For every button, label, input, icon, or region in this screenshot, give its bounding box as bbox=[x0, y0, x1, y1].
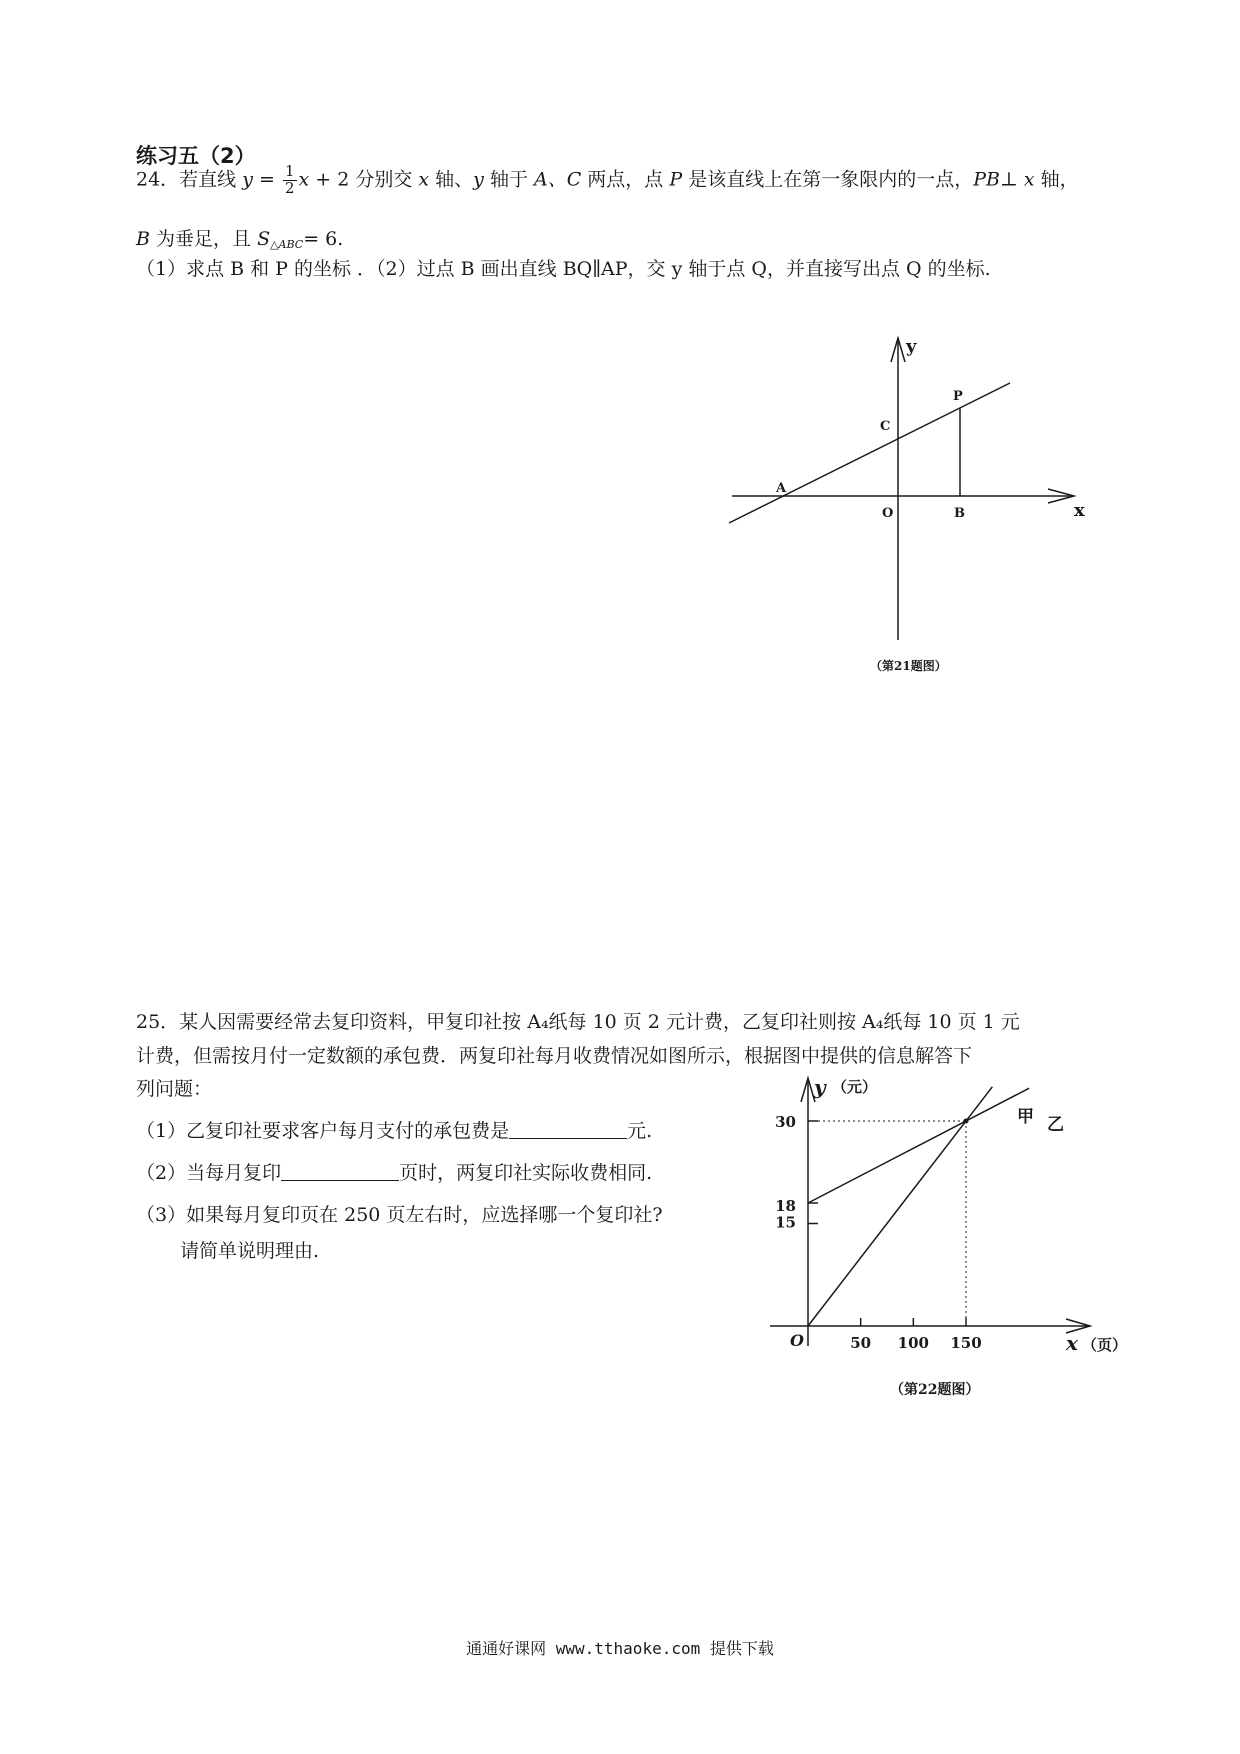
label-x: x bbox=[1074, 500, 1085, 521]
segment-pb: PB bbox=[973, 168, 1000, 191]
q24-line3: （1）求点 B 和 P 的坐标 ．（2）过点 B 画出直线 BQ∥AP，交 y 轴于点 Q，并直接写出点 Q 的坐标. bbox=[136, 258, 991, 280]
q24-text: 24．若直线 bbox=[136, 168, 243, 191]
point-b: B bbox=[136, 228, 150, 250]
y-axis-label: y bbox=[814, 1075, 826, 1099]
eq-x: x bbox=[298, 168, 310, 191]
figure-22-chart bbox=[770, 1070, 1150, 1410]
label-a: A bbox=[776, 481, 787, 496]
q24-line1 bbox=[136, 164, 1079, 197]
x-axis-label: x bbox=[1066, 1331, 1078, 1355]
q25-sub1-unit: 元. bbox=[627, 1120, 653, 1142]
eq-equals: = bbox=[252, 168, 281, 191]
q24-text: 两点，点 bbox=[581, 168, 670, 191]
x-tick-label: 100 bbox=[897, 1334, 929, 1352]
fraction-numerator: 1 bbox=[284, 162, 295, 180]
series-label-yi: 乙 bbox=[1047, 1115, 1064, 1135]
y-tick-label: 15 bbox=[775, 1213, 796, 1232]
answer-blank-2[interactable] bbox=[281, 1164, 399, 1181]
var-x: x bbox=[1023, 168, 1035, 191]
y-tick-label: 18 bbox=[775, 1197, 796, 1215]
label-p: P bbox=[953, 389, 963, 404]
q25-line2: 计费，但需按月付一定数额的承包费．两复印社每月收费情况如图所示，根据图中提供的信息解答下 bbox=[136, 1045, 973, 1067]
label-o: O bbox=[882, 506, 894, 521]
q24-line2 bbox=[136, 230, 343, 250]
series-label-jia: 甲 bbox=[1017, 1107, 1034, 1127]
q25-sub2 bbox=[136, 1164, 652, 1183]
figure-22-caption: （第22题图） bbox=[890, 1382, 980, 1398]
origin-label: O bbox=[790, 1331, 804, 1350]
area-symbol: S bbox=[257, 228, 271, 250]
fraction-one-half bbox=[283, 164, 297, 197]
q25-line1: 25．某人因需要经常去复印资料，甲复印社按 A₄纸每 10 页 2 元计费，乙复印社则按 A₄纸每 10 页 1 元 bbox=[136, 1011, 1020, 1033]
q25-sub2-text: （2）当每月复印 bbox=[136, 1162, 282, 1184]
q24-text: 轴， bbox=[1034, 168, 1079, 191]
area-subscript: △ABC bbox=[270, 238, 304, 251]
x-tick-label: 50 bbox=[850, 1334, 872, 1352]
figure-21-caption: （第21题图） bbox=[870, 659, 947, 673]
q24-text: = 6. bbox=[303, 228, 344, 250]
q24-text: 轴于 bbox=[483, 168, 534, 191]
q25-sub3b: 请简单说明理由. bbox=[180, 1240, 320, 1262]
figure-21 bbox=[720, 330, 1090, 680]
series-line-yi bbox=[808, 1088, 1029, 1203]
q24-text: 是该直线上在第一象限内的一点， bbox=[682, 168, 974, 191]
fraction-denominator: 2 bbox=[284, 178, 295, 197]
points-a-c: A、C bbox=[534, 168, 582, 191]
x-tick-label: 150 bbox=[950, 1334, 982, 1352]
label-b: B bbox=[954, 506, 965, 521]
q24-text: ⊥ bbox=[999, 168, 1024, 191]
y-tick-label: 30 bbox=[775, 1113, 796, 1131]
label-y: y bbox=[906, 336, 917, 357]
q25-sub1 bbox=[136, 1122, 652, 1141]
q25-line3: 列问题： bbox=[136, 1078, 213, 1100]
q24-text: 轴、 bbox=[429, 168, 474, 191]
eq-y: y bbox=[242, 168, 253, 191]
label-c: C bbox=[880, 419, 891, 434]
eq-tail: + 2 bbox=[309, 168, 350, 191]
y-axis-unit: （元） bbox=[832, 1078, 878, 1096]
footer: 通通好课网 www.tthaoke.com 提供下载 bbox=[466, 1639, 774, 1658]
q24-text: 为垂足，且 bbox=[149, 228, 258, 250]
x-axis-unit: （页） bbox=[1082, 1336, 1128, 1354]
var-x: x bbox=[418, 168, 430, 191]
point-p: P bbox=[669, 168, 683, 191]
section-title: 练习五（2） bbox=[136, 144, 256, 168]
q25-sub3a: （3）如果每月复印页在 250 页左右时，应选择哪一个复印社? bbox=[136, 1204, 663, 1226]
line-ac bbox=[729, 383, 1010, 523]
q24-text: 分别交 bbox=[349, 168, 419, 191]
var-y: y bbox=[473, 168, 484, 191]
answer-blank-1[interactable] bbox=[509, 1122, 627, 1139]
q25-sub2-tail: 页时，两复印社实际收费相同. bbox=[399, 1162, 653, 1184]
q25-sub1-text: （1）乙复印社要求客户每月支付的承包费是 bbox=[136, 1120, 510, 1142]
